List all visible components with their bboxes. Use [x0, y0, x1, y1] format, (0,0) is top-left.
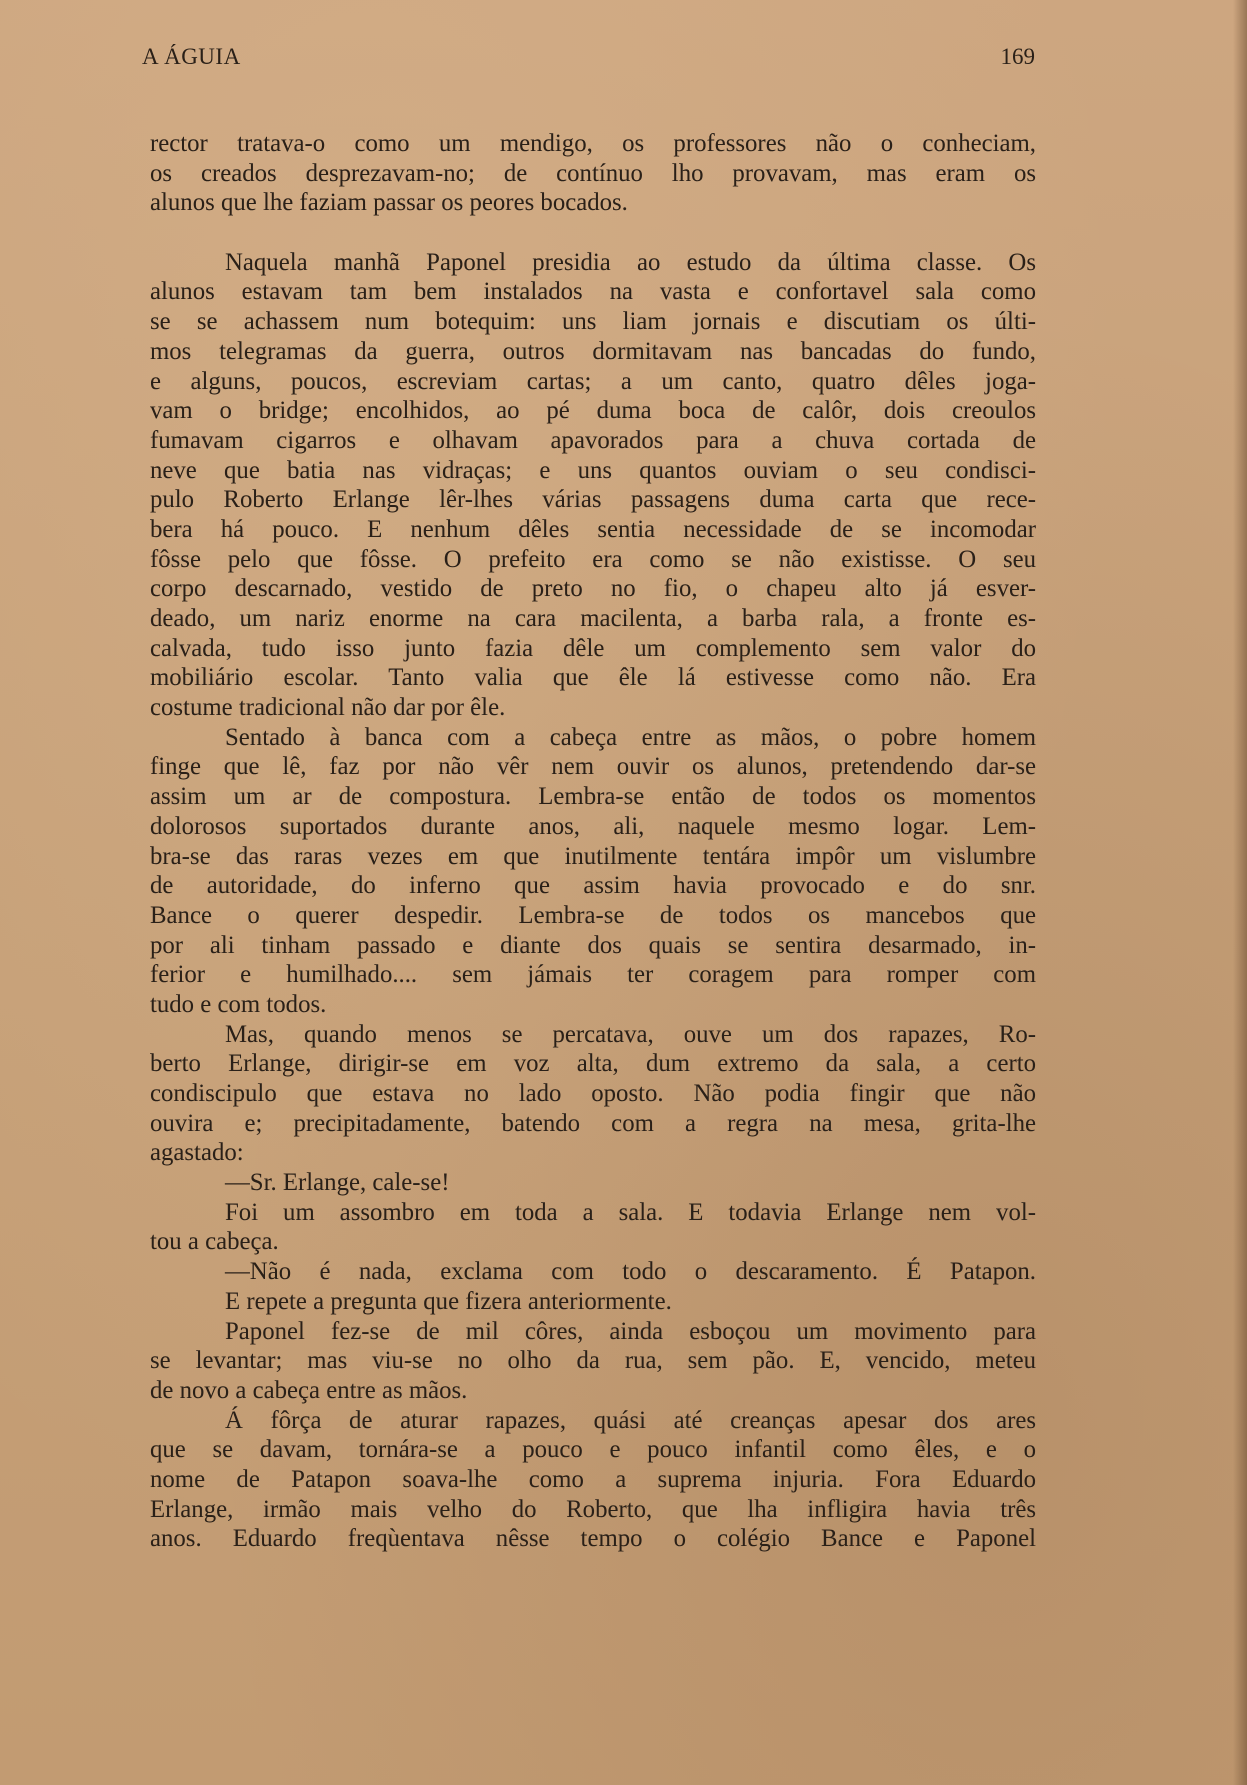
text-line: neve que batia nas vidraças; e uns quantos ouviam o seu condisci- [150, 456, 1036, 484]
text-line: Sentado à banca com a cabeça entre as mãos, o pobre homem [225, 723, 1036, 751]
text-line: corpo descarnado, vestido de preto no fio, o chapeu alto já esver- [150, 575, 1036, 603]
text-line: alunos que lhe faziam passar os peores bocados. [150, 189, 628, 217]
text-line: Paponel fez-se de mil côres, ainda esboçou um movimento para [225, 1317, 1036, 1345]
text-line: dolorosos suportados durante anos, ali, naquele mesmo logar. Lem- [150, 812, 1036, 840]
text-line: costume tradicional não dar por êle. [150, 694, 506, 722]
text-line: E repete a pregunta que fizera anteriormente. [225, 1287, 672, 1315]
page-number: 169 [1000, 44, 1035, 69]
text-line: —Sr. Erlange, cale-se! [225, 1169, 450, 1197]
text-line: ouvira e; precipitadamente, batendo com a regra na mesa, grita-lhe [150, 1109, 1036, 1137]
text-line: calvada, tudo isso junto fazia dêle um complemento sem valor do [150, 634, 1036, 662]
text-line: mobiliário escolar. Tanto valia que êle lá estivesse como não. Era [150, 664, 1036, 692]
text-line: fumavam cigarros e olhavam apavorados para a chuva cortada de [150, 426, 1036, 454]
text-line: Á fôrça de aturar rapazes, quási até creanças apesar dos ares [225, 1406, 1036, 1434]
text-line: bra-se das raras vezes em que inutilmente tentára impôr um vislumbre [150, 842, 1036, 870]
page-header [142, 44, 1035, 80]
text-line: os creados desprezavam-no; de contínuo lho provavam, mas eram os [150, 159, 1036, 187]
text-line: fôsse pelo que fôsse. O prefeito era como se não existisse. O seu [150, 545, 1036, 573]
text-line: por ali tinham passado e diante dos quais se sentira desarmado, in- [150, 931, 1036, 959]
running-head: A ÁGUIA [142, 44, 241, 69]
text-line: de autoridade, do inferno que assim havia provocado e do snr. [150, 872, 1036, 900]
text-line: se levantar; mas viu-se no olho da rua, sem pão. E, vencido, meteu [150, 1347, 1036, 1375]
text-line: Erlange, irmão mais velho do Roberto, que lha infligira havia três [150, 1495, 1036, 1523]
text-line: vam o bridge; encolhidos, ao pé duma boca de calôr, dois creoulos [150, 397, 1036, 425]
page-edge-shadow [1233, 0, 1247, 1785]
text-line: se se achassem num botequim: uns liam jornais e discutiam os últi- [150, 308, 1036, 336]
text-line: mos telegramas da guerra, outros dormitavam nas bancadas do fundo, [150, 337, 1036, 365]
text-line: Mas, quando menos se percatava, ouve um dos rapazes, Ro- [225, 1020, 1036, 1048]
text-line: —Não é nada, exclama com todo o descaramento. É Patapon. [225, 1258, 1036, 1286]
text-line: Foi um assombro em toda a sala. E todavia Erlange nem vol- [225, 1198, 1036, 1226]
text-line: alunos estavam tam bem instalados na vasta e confortavel sala como [150, 278, 1036, 306]
text-line: finge que lê, faz por não vêr nem ouvir os alunos, pretendendo dar-se [150, 753, 1036, 781]
text-line: agastado: [150, 1139, 244, 1167]
text-line: condiscipulo que estava no lado oposto. Não podia fingir que não [150, 1080, 1036, 1107]
text-line: deado, um nariz enorme na cara macilenta, a barba rala, a fronte es- [150, 605, 1036, 632]
text-line: assim um ar de compostura. Lembra-se então de todos os momentos [150, 783, 1036, 811]
text-line: tou a cabeça. [150, 1228, 279, 1256]
text-line: rector tratava-o como um mendigo, os professores não o conheciam, [150, 130, 1036, 157]
text-body [150, 129, 1036, 1554]
text-line: que se davam, tornára-se a pouco e pouco infantil como êles, e o [150, 1436, 1036, 1464]
text-line: tudo e com todos. [150, 990, 327, 1018]
text-line: ferior e humilhado.... sem jámais ter coragem para romper com [150, 961, 1036, 989]
text-line: bera há pouco. E nenhum dêles sentia necessidade de se incomodar [150, 515, 1036, 543]
text-line: nome de Patapon soava-lhe como a suprema injuria. Fora Eduardo [150, 1465, 1036, 1493]
text-line: pulo Roberto Erlange lêr-lhes várias passagens duma carta que rece- [150, 486, 1036, 514]
text-line: e alguns, poucos, escreviam cartas; a um canto, quatro dêles joga- [150, 367, 1036, 395]
text-line: Bance o querer despedir. Lembra-se de todos os mancebos que [150, 901, 1036, 929]
text-line: de novo a cabeça entre as mãos. [150, 1376, 468, 1404]
text-line: Naquela manhã Paponel presidia ao estudo da última classe. Os [225, 248, 1036, 276]
text-line: anos. Eduardo freqùentava nêsse tempo o colégio Bance e Paponel [150, 1525, 1036, 1553]
blank-line [150, 218, 1036, 248]
text-line: berto Erlange, dirigir-se em voz alta, dum extremo da sala, a certo [150, 1050, 1036, 1078]
